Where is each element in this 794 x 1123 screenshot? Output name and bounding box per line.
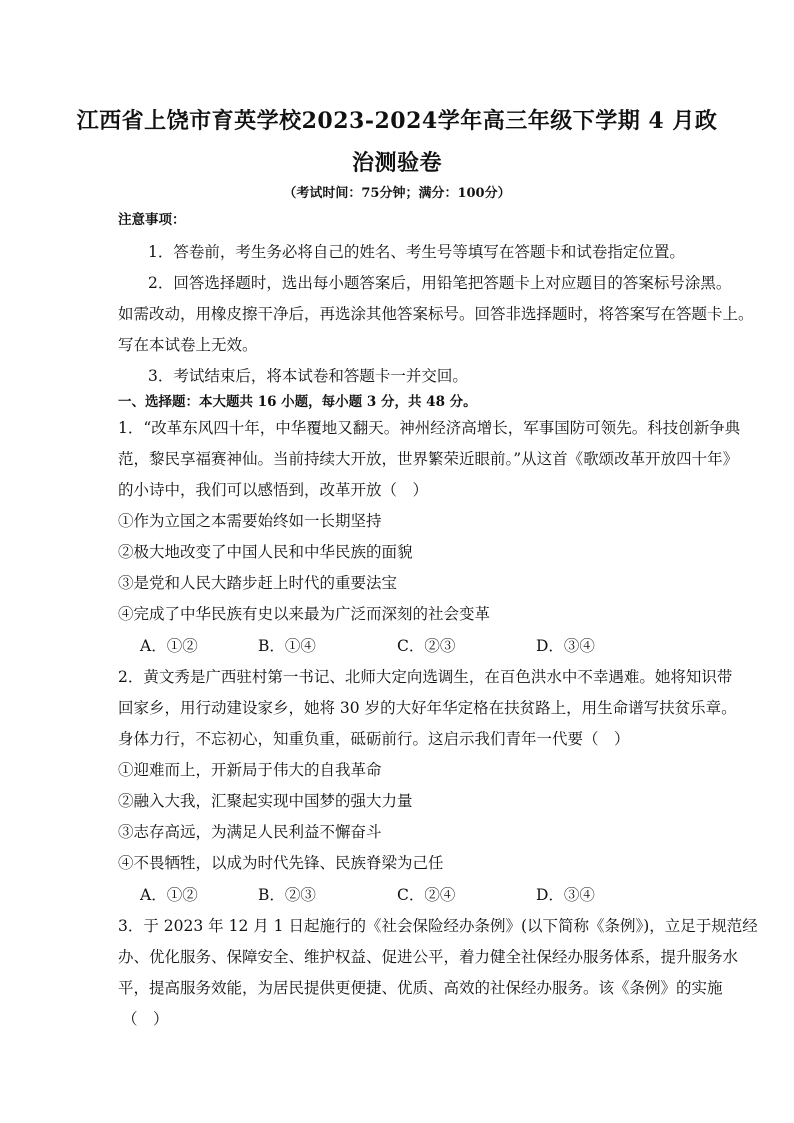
question-3-text: 平，提高服务效能，为居民提供更便捷、优质、高效的社保经办服务。该《条例》的实施 [118, 979, 723, 997]
note-item: 2．回答选择题时，选出每小题答案后，用铅笔把答题卡上对应题目的答案标号涂黑。 [148, 274, 732, 292]
question-2-option-d: D．③④ [536, 886, 595, 904]
note-item: 1．答卷前，考生务必将自己的姓名、考生号等填写在答题卡和试卷指定位置。 [148, 243, 685, 261]
question-1-option-b: B．①④ [258, 637, 316, 655]
question-1-text: 1．“改革东风四十年，中华覆地又翻天。神州经济高增长，军事国防可领先。科技创新争典 [118, 419, 741, 437]
question-1-statement: ④完成了中华民族有史以来最为广泛而深刻的社会变革 [118, 605, 491, 623]
note-item: 写在本试卷上无效。 [118, 336, 258, 354]
question-1-option-c: C．②③ [397, 637, 456, 655]
question-2-option-b: B．②③ [258, 886, 316, 904]
question-2-statement: ①迎难而上，开新局于伟大的自我革命 [118, 761, 382, 779]
question-2-statement: ②融入大我，汇聚起实现中国梦的强大力量 [118, 792, 413, 810]
question-1-option-a: A．①② [140, 637, 198, 655]
question-1-statement: ①作为立国之本需要始终如一长期坚持 [118, 512, 382, 530]
exam-title-line-2: 治测验卷 [351, 150, 442, 176]
note-item: 3．考试结束后，将本试卷和答题卡一并交回。 [148, 367, 468, 385]
question-1-statement: ③是党和人民大踏步赶上时代的重要法宝 [118, 574, 398, 592]
question-2-text: 身体力行，不忘初心，知重负重，砥砺前行。这启示我们青年一代要（ ） [118, 730, 630, 748]
notes-heading: 注意事项： [118, 212, 186, 228]
question-2-text: 回家乡，用行动建设家乡，她将 30 岁的大好年华定格在扶贫路上，用生命谱写扶贫乐章。 [118, 699, 737, 717]
question-1-statement: ②极大地改变了中国人民和中华民族的面貌 [118, 543, 413, 561]
question-3-text: 办、优化服务、保障安全、维护权益、促进公平，着力健全社保经办服务体系，提升服务水 [118, 948, 739, 966]
question-3-answer-blank: （ ） [122, 1010, 169, 1028]
question-2-statement: ④不畏牺牲，以成为时代先锋、民族脊梁为己任 [118, 854, 444, 872]
question-3-text: 3．于 2023 年 12 月 1 日起施行的《社会保险经办条例》(以下简称《条例》)，立足于规范经 [118, 917, 758, 935]
question-1-text: 范，黎民享福赛神仙。当前持续大开放，世界繁荣近眼前。”从这首《歌颂改革开放四十年》 [118, 450, 739, 468]
exam-time-and-score: （考试时间：75分钟；满分：100分） [283, 186, 511, 201]
question-1-option-d: D．③④ [536, 637, 595, 655]
question-2-statement: ③志存高远，为满足人民利益不懈奋斗 [118, 823, 382, 841]
question-2-text: 2．黄文秀是广西驻村第一书记、北师大定向选调生，在百色洪水中不幸遇难。她将知识带 [118, 668, 733, 686]
exam-title-line-1: 江西省上饶市育英学校2023-2024学年高三年级下学期 4 月政 [76, 108, 718, 134]
question-1-text: 的小诗中，我们可以感悟到，改革开放（ ） [118, 481, 429, 499]
question-2-option-c: C．②④ [397, 886, 456, 904]
section-heading: 一、选择题：本大题共 16 小题，每小题 3 分，共 48 分。 [118, 394, 477, 410]
note-item: 如需改动，用橡皮擦干净后，再选涂其他答案标号。回答非选择题时，将答案写在答题卡上。 [118, 305, 754, 323]
question-2-option-a: A．①② [140, 886, 198, 904]
